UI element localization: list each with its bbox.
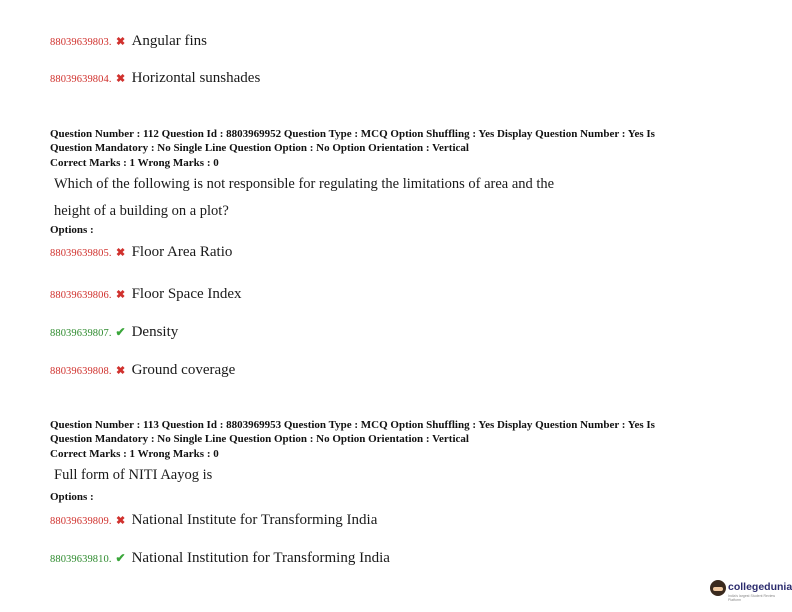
option-text: National Institute for Transforming India <box>131 512 378 528</box>
wrong-mark-icon: ✖ <box>115 247 126 259</box>
wrong-mark-icon: ✖ <box>115 365 126 377</box>
option-text: Horizontal sunshades <box>131 70 261 86</box>
option-row <box>50 243 232 261</box>
option-row <box>50 32 207 50</box>
option-id: 88039639803. <box>50 37 112 48</box>
collegedunia-logo <box>710 578 792 602</box>
question-marks: Correct Marks : 1 Wrong Marks : 0 <box>50 157 219 169</box>
question-text: Which of the following is not responsible for regulating the limitations of area and the <box>54 176 555 192</box>
option-row <box>50 549 390 567</box>
logo-tagline: India's largest Student Review Platform <box>728 594 775 602</box>
option-text: Floor Area Ratio <box>131 244 233 260</box>
options-label: Options : <box>50 224 94 236</box>
question-text-cont: height of a building on a plot? <box>54 203 229 219</box>
question-meta-line: Question Mandatory : No Single Line Question Option : No Option Orientation : Vertical <box>50 432 469 445</box>
option-text: Density <box>131 324 179 340</box>
question-meta-line: Question Number : 113 Question Id : 8803969953 Question Type : MCQ Option Shuffling : Yes Display Question Number : Yes Is <box>50 419 655 431</box>
correct-check-icon: ✔ <box>115 325 126 339</box>
option-row <box>50 69 260 87</box>
wrong-mark-icon: ✖ <box>115 289 126 301</box>
option-text: Ground coverage <box>131 362 236 378</box>
option-id: 88039639808. <box>50 366 112 377</box>
option-id: 88039639809. <box>50 516 112 527</box>
option-row <box>50 511 377 529</box>
logo-text: collegedunia <box>728 581 792 593</box>
question-meta <box>50 128 655 171</box>
question-marks: Correct Marks : 1 Wrong Marks : 0 <box>50 448 219 460</box>
option-row <box>50 361 235 379</box>
option-text: Floor Space Index <box>131 286 242 302</box>
option-row <box>50 323 178 341</box>
options-label: Options : <box>50 491 94 503</box>
question-text: Full form of NITI Aayog is <box>54 467 213 483</box>
option-id: 88039639810. <box>50 554 112 565</box>
option-row <box>50 285 242 303</box>
correct-check-icon: ✔ <box>115 551 126 565</box>
wrong-mark-icon: ✖ <box>115 515 126 527</box>
option-id: 88039639804. <box>50 74 112 85</box>
option-id: 88039639806. <box>50 290 112 301</box>
option-id: 88039639805. <box>50 248 112 259</box>
mascot-icon <box>710 580 726 596</box>
wrong-mark-icon: ✖ <box>115 73 126 85</box>
option-id: 88039639807. <box>50 328 112 339</box>
option-text: Angular fins <box>131 33 207 49</box>
question-meta-line: Question Number : 112 Question Id : 8803969952 Question Type : MCQ Option Shuffling : Yes Display Question Number : Yes Is <box>50 128 655 140</box>
question-meta-line: Question Mandatory : No Single Line Question Option : No Option Orientation : Vertical <box>50 141 469 154</box>
option-text: National Institution for Transforming India <box>131 550 390 566</box>
wrong-mark-icon: ✖ <box>115 36 126 48</box>
question-meta <box>50 419 655 462</box>
